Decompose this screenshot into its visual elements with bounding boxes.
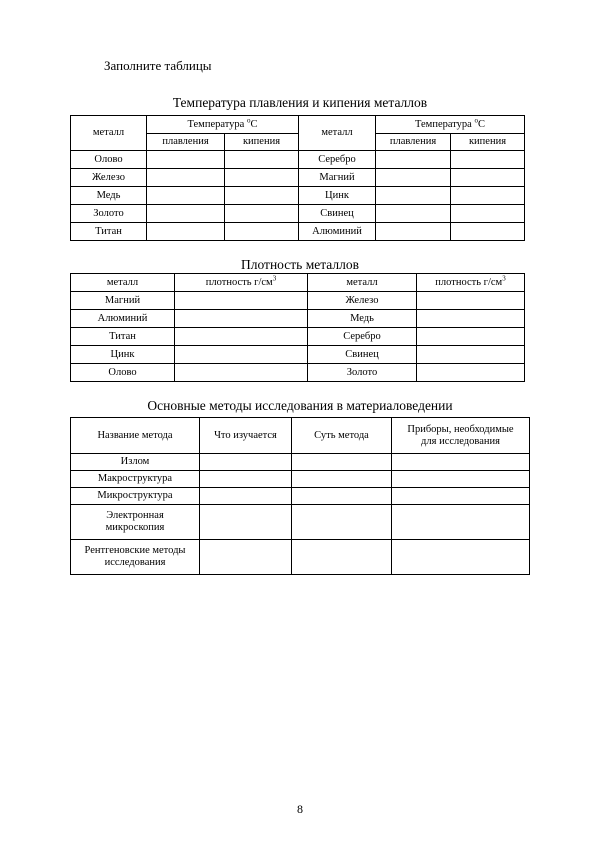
table-row xyxy=(71,151,525,169)
blank-cell[interactable] xyxy=(292,505,392,540)
table2-caption: Плотность металлов xyxy=(241,257,359,272)
blank-cell[interactable] xyxy=(292,540,392,575)
blank-cell[interactable] xyxy=(392,540,530,575)
metal-name: Алюминий xyxy=(71,310,175,328)
method-name-header: Название метода xyxy=(71,418,200,454)
blank-cell[interactable] xyxy=(376,169,451,187)
blank-cell[interactable] xyxy=(225,187,299,205)
method-essence-header: Суть метода xyxy=(292,418,392,454)
method-name: Рентгеновские методы исследования xyxy=(71,540,200,575)
blank-cell[interactable] xyxy=(392,454,530,471)
blank-cell[interactable] xyxy=(147,187,225,205)
blank-cell[interactable] xyxy=(376,187,451,205)
metal-name: Железо xyxy=(308,292,417,310)
blank-cell[interactable] xyxy=(200,471,292,488)
blank-cell[interactable] xyxy=(175,310,308,328)
blank-cell[interactable] xyxy=(147,151,225,169)
blank-cell[interactable] xyxy=(292,471,392,488)
metal-name: Титан xyxy=(71,328,175,346)
metal-name: Олово xyxy=(71,151,147,169)
table-row xyxy=(71,505,530,540)
table-row xyxy=(71,488,530,505)
blank-cell[interactable] xyxy=(417,310,525,328)
table-row xyxy=(71,310,525,328)
blank-cell[interactable] xyxy=(451,169,525,187)
blank-cell[interactable] xyxy=(376,151,451,169)
blank-cell[interactable] xyxy=(200,505,292,540)
table-row xyxy=(71,169,525,187)
blank-cell[interactable] xyxy=(225,169,299,187)
table-row xyxy=(71,328,525,346)
blank-cell[interactable] xyxy=(417,346,525,364)
instruction-text: Заполните таблицы xyxy=(104,58,212,73)
metal-name: Цинк xyxy=(71,346,175,364)
blank-cell[interactable] xyxy=(451,151,525,169)
table-row xyxy=(71,540,530,575)
metal-name: Цинк xyxy=(299,187,376,205)
metal-header-right: металл xyxy=(308,274,417,292)
blank-cell[interactable] xyxy=(175,328,308,346)
blank-cell[interactable] xyxy=(200,540,292,575)
table3-caption: Основные методы исследования в материаловедении xyxy=(147,398,453,413)
metal-name: Золото xyxy=(71,205,147,223)
metal-name: Золото xyxy=(308,364,417,382)
table-row xyxy=(71,454,530,471)
blank-cell[interactable] xyxy=(147,169,225,187)
blank-cell[interactable] xyxy=(225,151,299,169)
density-header-left: плотность $г/см^3$ xyxy=(175,274,308,292)
blank-cell[interactable] xyxy=(292,454,392,471)
temp-header-right: Температура $^о$С xyxy=(376,116,525,134)
temp-header-left: Температура $^о$С xyxy=(147,116,299,134)
metal-name: Свинец xyxy=(308,346,417,364)
blank-cell[interactable] xyxy=(147,223,225,241)
blank-cell[interactable] xyxy=(225,223,299,241)
blank-cell[interactable] xyxy=(392,505,530,540)
metal-name: Магний xyxy=(71,292,175,310)
table-row xyxy=(71,346,525,364)
blank-cell[interactable] xyxy=(225,205,299,223)
blank-cell[interactable] xyxy=(392,488,530,505)
blank-cell[interactable] xyxy=(200,488,292,505)
blank-cell[interactable] xyxy=(392,471,530,488)
melting-header-left: плавления xyxy=(147,134,225,151)
table-row xyxy=(71,364,525,382)
metal-name: Магний xyxy=(299,169,376,187)
method-name: Электронная микроскопия xyxy=(71,505,200,540)
metal-name: Медь xyxy=(308,310,417,328)
metal-name: Медь xyxy=(71,187,147,205)
metal-header-right: металл xyxy=(299,116,376,151)
blank-cell[interactable] xyxy=(451,223,525,241)
blank-cell[interactable] xyxy=(417,364,525,382)
blank-cell[interactable] xyxy=(417,328,525,346)
metal-name: Титан xyxy=(71,223,147,241)
blank-cell[interactable] xyxy=(376,205,451,223)
table-row xyxy=(71,205,525,223)
melting-boiling-table xyxy=(70,115,525,241)
method-name: Макроструктура xyxy=(71,471,200,488)
table-row xyxy=(71,187,525,205)
boiling-header-right: кипения xyxy=(451,134,525,151)
table-row xyxy=(71,471,530,488)
method-name: Излом xyxy=(71,454,200,471)
table-row xyxy=(71,292,525,310)
metal-name: Серебро xyxy=(308,328,417,346)
metal-name: Железо xyxy=(71,169,147,187)
metal-header-left: металл xyxy=(71,116,147,151)
blank-cell[interactable] xyxy=(175,346,308,364)
density-header-right: плотность $г/см^3$ xyxy=(417,274,525,292)
table-row xyxy=(71,223,525,241)
blank-cell[interactable] xyxy=(200,454,292,471)
blank-cell[interactable] xyxy=(451,187,525,205)
research-methods-table xyxy=(70,417,530,575)
metal-name: Алюминий xyxy=(299,223,376,241)
metal-name: Свинец xyxy=(299,205,376,223)
blank-cell[interactable] xyxy=(376,223,451,241)
melting-header-right: плавления xyxy=(376,134,451,151)
instruments-header: Приборы, необходимые для исследования xyxy=(392,418,530,454)
metal-header-left: металл xyxy=(71,274,175,292)
boiling-header-left: кипения xyxy=(225,134,299,151)
density-table xyxy=(70,273,525,382)
blank-cell[interactable] xyxy=(147,205,225,223)
table1-caption: Температура плавления и кипения металлов xyxy=(172,95,428,110)
blank-cell[interactable] xyxy=(175,292,308,310)
blank-cell[interactable] xyxy=(451,205,525,223)
page-number: 8 xyxy=(297,802,303,816)
what-studied-header: Что изучается xyxy=(200,418,292,454)
blank-cell[interactable] xyxy=(175,364,308,382)
blank-cell[interactable] xyxy=(292,488,392,505)
blank-cell[interactable] xyxy=(417,292,525,310)
method-name: Микроструктура xyxy=(71,488,200,505)
metal-name: Олово xyxy=(71,364,175,382)
metal-name: Серебро xyxy=(299,151,376,169)
